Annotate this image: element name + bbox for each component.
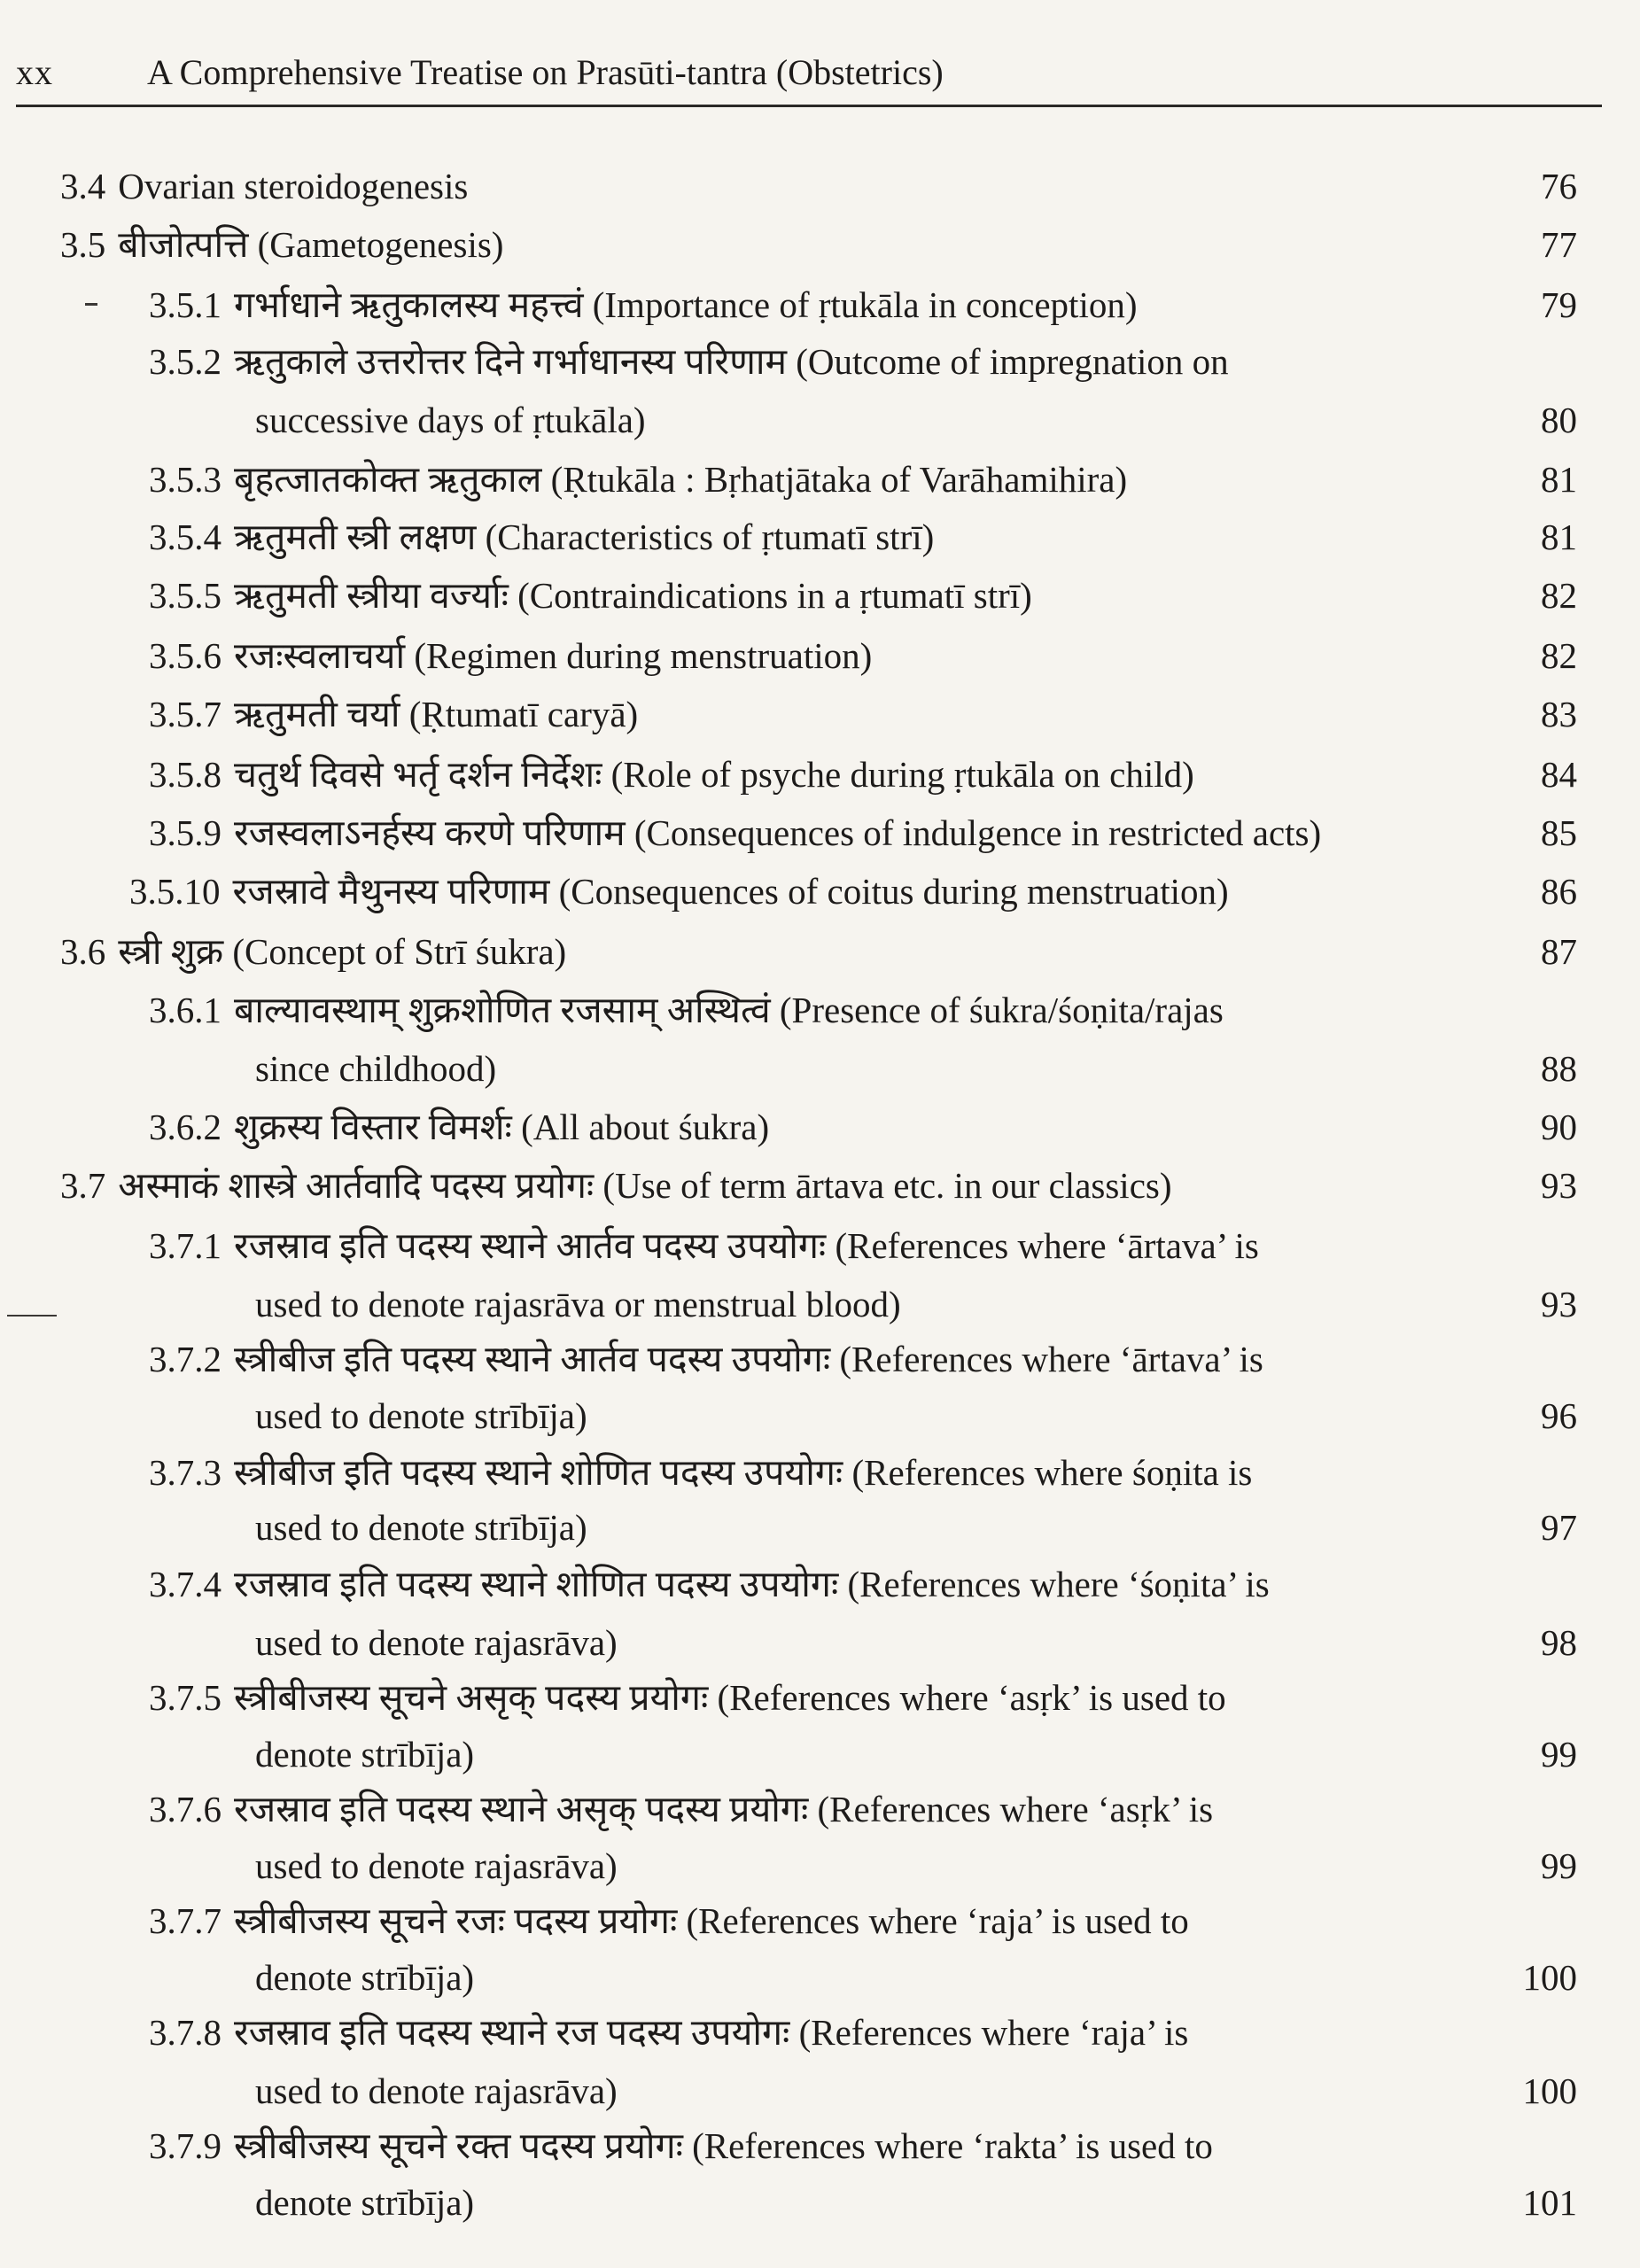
entry-number: 3.7.1 [149,1225,222,1266]
entry-title: स्त्रीबीजस्य सूचने रक्त पदस्य प्रयोगः (References where ‘rakta’ is used to [234,2125,1213,2166]
toc-entry [149,1898,1189,1944]
entry-title-continuation: used to denote rajasrāva) [255,1845,618,1886]
entry-title-continuation: denote strībīja) [255,2182,475,2223]
entry-number: 3.7.8 [149,2012,222,2053]
entry-number: 3.6.1 [149,990,222,1030]
entry-title-continuation: denote strībīja) [255,1734,475,1775]
entry-title-continuation: successive days of ṛtukāla) [255,400,646,440]
entry-number: 3.5.9 [149,812,222,853]
entry-title: स्त्रीबीज इति पदस्य स्थाने आर्तव पदस्य उपयोगः (References where ‘ārtava’ is [234,1339,1263,1379]
entry-title: रजस्राव इति पदस्य स्थाने रज पदस्य उपयोगः (References where ‘raja’ is [234,2012,1189,2053]
entry-title: रजस्राव इति पदस्य स्थाने असृक् पदस्य प्रयोगः (References where ‘asṛk’ is [234,1789,1214,1829]
toc-entry [149,1561,1270,1607]
entry-title: चतुर्थ दिवसे भर्तृ दर्शन निर्देशः (Role of psyche during ṛtukāla on child) [234,754,1194,795]
entry-title: अस्माकं शास्त्रे आर्तवादि पदस्य प्रयोगः (Use of term ārtava etc. in our classics) [118,1165,1172,1206]
page-number: 81 [1541,517,1577,557]
toc-entry [60,928,566,975]
entry-number: 3.5 [60,224,106,265]
page-number: 93 [1541,1165,1577,1206]
toc-entry [149,338,1229,384]
entry-number: 3.7.4 [149,1564,222,1604]
page-number: 81 [1541,459,1577,500]
entry-title: रजस्राव इति पदस्य स्थाने आर्तव पदस्य उपयोगः (References where ‘ārtava’ is [234,1225,1259,1266]
entry-number: 3.5.2 [149,341,222,382]
entry-number: 3.5.3 [149,459,222,500]
entry-title: बृहत्जातकोक्त ऋतुकाल (Ṛtukāla : Bṛhatjātaka of Varāhamihira) [234,459,1128,500]
toc-entry [149,1674,1226,1720]
entry-number: 3.7.7 [149,1900,222,1941]
toc-entry [149,2009,1188,2055]
entry-number: 3.7 [60,1165,106,1206]
page-label: xx [16,52,53,92]
page-number: 100 [1522,1957,1577,1998]
page-number: 99 [1541,1845,1577,1886]
entry-title-continuation: used to denote strībīja) [255,1395,587,1436]
page-number: 87 [1541,931,1577,972]
entry-number: 3.5.8 [149,754,222,795]
entry-title: गर्भाधाने ऋतुकालस्य महत्त्वं (Importance of ṛtukāla in conception) [234,284,1138,325]
entry-number: 3.4 [60,166,106,206]
toc-entry [60,163,468,209]
page-number: 99 [1541,1734,1577,1775]
entry-title: रजःस्वलाचर्या (Regimen during menstruation) [234,635,873,676]
toc-entry [149,987,1224,1033]
page-number: 101 [1522,2182,1577,2223]
toc-entry [60,1162,1172,1208]
entry-number: 3.7.6 [149,1789,222,1829]
entry-title: शुक्रस्य विस्तार विमर्शः (All about śukra) [234,1107,770,1147]
toc-entry [149,1449,1252,1495]
entry-title-continuation: used to denote strībīja) [255,1507,587,1548]
entry-title: रजस्राव इति पदस्य स्थाने शोणित पदस्य उपयोगः (References where ‘śoṇita’ is [234,1564,1270,1604]
entry-number: 3.5.6 [149,635,222,676]
toc-entry [149,2123,1213,2169]
entry-number: 3.5.1 [149,284,222,325]
page-number: 85 [1541,812,1577,853]
toc-entry [149,810,1321,856]
scan-mark [85,303,97,306]
entry-title-continuation: since childhood) [255,1048,497,1089]
page-number: 100 [1522,2070,1577,2111]
page-number: 82 [1541,575,1577,616]
entry-number: 3.7.5 [149,1677,222,1718]
book-title: A Comprehensive Treatise on Prasūti-tantra (Obstetrics) [147,52,944,92]
page-number: 93 [1541,1284,1577,1324]
entry-title-continuation: used to denote rajasrāva) [255,2070,618,2111]
entry-number: 3.5.5 [149,575,222,616]
entry-title: ऋतुमती चर्या (Ṛtumatī caryā) [234,694,639,734]
page-number: 90 [1541,1107,1577,1147]
entry-title: बीजोत्पत्ति (Gametogenesis) [118,224,504,265]
toc-entry [149,514,934,560]
toc-entry [149,456,1127,502]
entry-number: 3.7.3 [149,1452,222,1493]
entry-number: 3.5.4 [149,517,222,557]
page-number: 88 [1541,1048,1577,1089]
entry-title: रजस्वलाऽनर्हस्य करणे परिणाम (Consequences of indulgence in restricted acts) [234,812,1322,853]
entry-title: Ovarian steroidogenesis [118,166,469,206]
toc-entry [149,1786,1213,1832]
toc-entry [149,751,1194,797]
toc-entry [129,868,1229,914]
page-number: 96 [1541,1395,1577,1436]
entry-title-continuation: used to denote rajasrāva) [255,1622,618,1663]
scan-mark [7,1315,57,1317]
entry-number: 3.7.9 [149,2125,222,2166]
entry-title: बाल्यावस्थाम् शुक्रशोणित रजसाम् अस्थित्वं (Presence of śukra/śoṇita/rajas [234,990,1224,1030]
page-number: 79 [1541,284,1577,325]
entry-number: 3.6.2 [149,1107,222,1147]
entry-title-continuation: denote strībīja) [255,1957,475,1998]
page-number: 84 [1541,754,1577,795]
toc-entry [149,1336,1263,1382]
entry-number: 3.6 [60,931,106,972]
toc-entry [149,1223,1259,1269]
entry-title: स्त्री शुक्र (Concept of Strī śukra) [118,931,567,972]
toc-entry [149,1104,769,1150]
entry-title: ऋतुमती स्त्री लक्षण (Characteristics of ṛtumatī strī) [234,517,935,557]
page-number: 98 [1541,1622,1577,1663]
page-number: 82 [1541,635,1577,676]
entry-title: रजस्रावे मैथुनस्य परिणाम (Consequences of coitus during menstruation) [232,871,1229,912]
page-number: 97 [1541,1507,1577,1548]
toc-entry [149,572,1032,618]
page-number: 77 [1541,224,1577,265]
page-number: 80 [1541,400,1577,440]
toc-entry [149,691,638,737]
toc-entry [149,633,872,679]
toc-entry [149,282,1138,328]
entry-title: स्त्रीबीज इति पदस्य स्थाने शोणित पदस्य उपयोगः (References where śoṇita is [234,1452,1253,1493]
entry-title: ऋतुकाले उत्तरोत्तर दिने गर्भाधानस्य परिणाम (Outcome of impregnation on [234,341,1229,382]
entry-number: 3.5.10 [129,871,221,912]
entry-number: 3.7.2 [149,1339,222,1379]
entry-title: स्त्रीबीजस्य सूचने असृक् पदस्य प्रयोगः (References where ‘asṛk’ is used to [234,1677,1226,1718]
page-number: 76 [1541,166,1577,206]
entry-title: ऋतुमती स्त्रीया वर्ज्याः (Contraindications in a ṛtumatī strī) [234,575,1032,616]
entry-title-continuation: used to denote rajasrāva or menstrual blood) [255,1284,901,1324]
toc-entry [60,221,503,268]
page-number: 86 [1541,871,1577,912]
entry-number: 3.5.7 [149,694,222,734]
entry-title: स्त्रीबीजस्य सूचने रजः पदस्य प्रयोगः (References where ‘raja’ is used to [234,1900,1189,1941]
page-number: 83 [1541,694,1577,734]
